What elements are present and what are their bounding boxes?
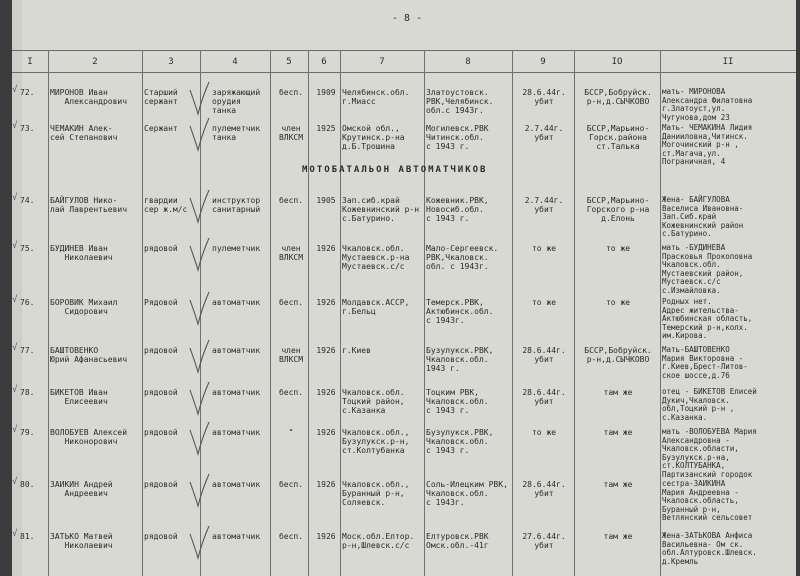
check-mark-icon (188, 472, 210, 510)
cell-party: бесп. (278, 480, 304, 489)
check-mark-icon (188, 524, 210, 562)
cell-name: БИКЕТОВ Иван Елисеевич (50, 388, 108, 406)
margin-tick-icon: √ (12, 241, 18, 251)
cell-enlisted: Бузулукск.РВК, Чкаловск.обл. 1943 г. (426, 346, 494, 373)
cell-pos: автоматчик (212, 428, 261, 437)
check-mark-icon (188, 188, 210, 226)
column-header: IO (611, 57, 623, 67)
cell-rank: Сержант (144, 124, 178, 133)
cell-rank: рядовой (144, 480, 178, 489)
cell-name: БОРОВИК Михаил Сидорович (50, 298, 118, 316)
check-mark-icon (188, 290, 210, 328)
cell-party: член ВЛКСМ (278, 124, 304, 142)
margin-tick-icon: √ (12, 193, 18, 203)
cell-pos: пулеметчик (212, 244, 261, 253)
cell-death: то же (531, 428, 557, 437)
cell-name: БАЙГУЛОВ Нико- лай Лаврентьевич (50, 196, 128, 214)
check-mark-icon (188, 116, 210, 154)
cell-year: 1926 (316, 346, 336, 355)
column-header: 4 (232, 57, 238, 67)
column-divider (512, 50, 513, 576)
cell-pos: инструктор санитарный (212, 196, 261, 214)
section-title: МОТОБАТАЛЬОН АВТОМАТЧИКОВ (302, 165, 488, 175)
margin-tick-icon: √ (12, 85, 18, 95)
header-top-rule (12, 50, 796, 51)
cell-enlisted: Елтуровск.РВК Омск.обл.-41г (426, 532, 489, 550)
cell-year: 1926 (316, 244, 336, 253)
cell-born: Чкаловск.обл. Мустаевск.р-на Мустаевск.с/с (342, 244, 410, 271)
cell-n: 79. (20, 428, 35, 437)
cell-name: ВОЛОБУЕВ Алексей Никонорович (50, 428, 128, 446)
cell-relatives: Родных нет. Адрес жительства- Актюбинская область, Темерский р-н,колх. им.Кирова. (662, 297, 753, 340)
cell-enlisted: Могилевск.РВК Читинск.обл. с 1943 г. (426, 124, 489, 151)
column-header: 5 (286, 57, 292, 67)
cell-year: 1926 (316, 532, 336, 541)
cell-year: 1909 (316, 88, 336, 97)
cell-death: 28.6.44г. убит (522, 480, 566, 498)
cell-born: Челябинск.обл. г.Миасс (342, 88, 410, 106)
cell-year: 1926 (316, 388, 336, 397)
column-header: 2 (92, 57, 98, 67)
cell-relatives: мать- МИРОНОВА Александра Филатовна г.Златоуст,ул. Чугунова,дом 23 (662, 87, 753, 122)
cell-year: 1925 (316, 124, 336, 133)
cell-enlisted: Тоцким РВК, Чкаловск.обл. с 1943 г. (426, 388, 489, 415)
check-mark-icon (188, 420, 210, 458)
cell-relatives: Жена- БАЙГУЛОВА Васелиса Ивановна- Зап.Сиб.край Кожевнинский район с.Батурино. (662, 195, 744, 238)
check-mark-icon (188, 80, 210, 118)
cell-buried: БССР,Бобруйск. р-н,д.СЫЧКОВО (584, 346, 652, 364)
column-header: II (722, 57, 734, 67)
cell-year: 1926 (316, 298, 336, 307)
column-divider (660, 50, 661, 576)
cell-death: 28.6.44г. убит (522, 388, 566, 406)
column-divider (270, 50, 271, 576)
cell-enlisted: Мало-Сергеевск. РВК,Чкаловск. обл. с 1943г. (426, 244, 499, 271)
cell-n: 74. (20, 196, 35, 205)
cell-n: 73. (20, 124, 35, 133)
cell-party: бесп. (278, 298, 304, 307)
cell-pos: автоматчик (212, 346, 261, 355)
column-divider (48, 50, 49, 576)
cell-rank: Старший сержант (144, 88, 178, 106)
check-mark-icon (188, 380, 210, 418)
cell-rank: рядовой (144, 346, 178, 355)
cell-death: то же (531, 298, 557, 307)
cell-name: МИРОНОВ Иван Александрович (50, 88, 128, 106)
cell-party: член ВЛКСМ (278, 346, 304, 364)
column-divider (574, 50, 575, 576)
cell-buried: БССР,Бобруйск. р-н,д.СЫЧКОВО (584, 88, 652, 106)
cell-pos: автоматчик (212, 298, 261, 307)
cell-buried: то же (605, 244, 631, 253)
cell-n: 72. (20, 88, 35, 97)
cell-party: бесп. (278, 388, 304, 397)
check-mark-icon (188, 236, 210, 274)
cell-rank: рядовой (144, 244, 178, 253)
cell-year: 1926 (316, 428, 336, 437)
cell-relatives: сестра-ЗАИКИНА Мария Андреевна - Чкаловск.область, Буранный р-н, Ветлянский сельсовет (662, 479, 753, 522)
cell-buried: там же (603, 532, 633, 541)
cell-name: БУДИНЕВ Иван Николаевич (50, 244, 113, 262)
cell-pos: автоматчик (212, 480, 261, 489)
cell-pos: заряжающий орудия танка (212, 88, 261, 115)
header-bottom-rule (12, 72, 796, 73)
cell-name: ЗАТЬКО Матвей Николаевич (50, 532, 113, 550)
cell-rank: рядовой (144, 428, 178, 437)
cell-enlisted: Темерск.РВК, Актюбинск.обл. с 1943г. (426, 298, 494, 325)
cell-enlisted: Кожевник.РВК, Новосиб.обл. с 1943 г. (426, 196, 489, 223)
cell-party: бесп. (278, 196, 304, 205)
column-header: I (27, 57, 33, 67)
check-mark-icon (188, 338, 210, 376)
cell-buried: там же (603, 480, 633, 489)
margin-tick-icon: √ (12, 529, 18, 539)
cell-born: Молдавск.АССР, г.Бельц (342, 298, 410, 316)
column-header: 6 (321, 57, 327, 67)
cell-pos: автоматчик (212, 532, 261, 541)
cell-death: 2.7.44г. убит (524, 196, 564, 214)
column-divider (340, 50, 341, 576)
margin-tick-icon: √ (12, 121, 18, 131)
cell-year: 1926 (316, 480, 336, 489)
cell-rank: рядовой (144, 532, 178, 541)
cell-year: 1905 (316, 196, 336, 205)
cell-enlisted: Златоустовск. РВК,Челябинск. обл.с 1943г. (426, 88, 494, 115)
cell-name: ЧЕМАКИН Алек- сей Степанович (50, 124, 118, 142)
cell-party: бесп. (278, 88, 304, 97)
cell-death: 28.6.44г. убит (522, 346, 566, 364)
column-divider (142, 50, 143, 576)
cell-born: г.Киев (342, 346, 371, 355)
cell-born: Моск.обл.Елтор. р-н,Шлевск.с/с (342, 532, 415, 550)
margin-tick-icon: √ (12, 477, 18, 487)
cell-pos: автоматчик (212, 388, 261, 397)
column-header: 8 (465, 57, 471, 67)
document-page (12, 0, 796, 576)
cell-born: Омской обл., Крутинск.р-на д.Б.Трошина (342, 124, 405, 151)
cell-rank: гвардии сер ж.м/с (144, 196, 188, 214)
column-header: 9 (540, 57, 546, 67)
cell-n: 80. (20, 480, 35, 489)
cell-relatives: Жена-ЗАТЬКОВА Анфиса Васильевна- Ом ск. обл.Алтуровск.Шлевск. д.Кремль (662, 531, 757, 566)
cell-born: Чкаловск.обл. Тоцкий район, с.Казанка (342, 388, 405, 415)
cell-buried: там же (603, 428, 633, 437)
column-header: 3 (168, 57, 174, 67)
cell-rank: рядовой (144, 388, 178, 397)
cell-enlisted: Бузулукск.РВК, Чкаловск.обл. с 1943 г. (426, 428, 494, 455)
margin-tick-icon: √ (12, 343, 18, 353)
cell-n: 75. (20, 244, 35, 253)
cell-n: 76. (20, 298, 35, 307)
cell-n: 81. (20, 532, 35, 541)
cell-n: 78. (20, 388, 35, 397)
cell-enlisted: Соль-Илецким РВК, Чкаловск.обл. с 1943г. (426, 480, 508, 507)
cell-death: 2.7.44г. убит (524, 124, 564, 142)
cell-party: член ВЛКСМ (278, 244, 304, 262)
cell-name: БАШТОВЕНКО Юрий Афанасьевич (50, 346, 128, 364)
column-header: 7 (379, 57, 385, 67)
cell-death: 28.6.44г. убит (522, 88, 566, 106)
margin-tick-icon: √ (12, 385, 18, 395)
cell-buried: БССР,Марьино- Горск.района ст.Талька (586, 124, 650, 151)
margin-tick-icon: √ (12, 425, 18, 435)
cell-born: Зап.сиб.край Кожевнинский р-н с.Батурино. (342, 196, 420, 223)
cell-party: " (288, 428, 294, 437)
cell-buried: там же (603, 388, 633, 397)
cell-n: 77. (20, 346, 35, 355)
cell-relatives: Мать-БАШТОВЕНКО Мария Викторовна - г.Киев,Брест-Литов- ское шоссе,д.76 (662, 345, 748, 380)
cell-born: Чкаловск.обл., Бузулукск.р-н, ст.Колтубанка (342, 428, 410, 455)
page-number: - 8 - (392, 13, 423, 24)
cell-death: то же (531, 244, 557, 253)
cell-buried: то же (605, 298, 631, 307)
column-divider (308, 50, 309, 576)
cell-relatives: Мать- ЧЕМАКИНА Лидия Данииловна,Читинск. Могочинский р-н , ст.Магача,ул. Пограничная, 4 (662, 123, 753, 166)
cell-rank: Рядовой (144, 298, 178, 307)
cell-pos: пулеметчик танка (212, 124, 261, 142)
cell-party: бесп. (278, 532, 304, 541)
cell-relatives: мать -ВОЛОБУЕВА Мария Александровна - Чкаловск.области, Бузулукск.р-на, ст.КОЛТУБАНКА, Партизанский городок (662, 427, 757, 479)
margin-tick-icon: √ (12, 295, 18, 305)
cell-buried: БССР,Марьино- Горского р-на д.Елонь (586, 196, 650, 223)
cell-death: 27.6.44г. убит (522, 532, 566, 550)
cell-relatives: отец - БИКЕТОВ Елисей Дукич,Чкаловск. обл,Тоцкий р-н , с.Казанка. (662, 387, 757, 422)
cell-name: ЗАИКИН Андрей Андреевич (50, 480, 113, 498)
cell-born: Чкаловск.обл., Буранный р-н, Соляевск. (342, 480, 410, 507)
cell-relatives: мать -БУДИНЕВА Прасковья Прокоповна Чкаловск.обл. Мустаевский район, Мустаевск.с/с с.Измайловка. (662, 243, 753, 295)
column-divider (424, 50, 425, 576)
